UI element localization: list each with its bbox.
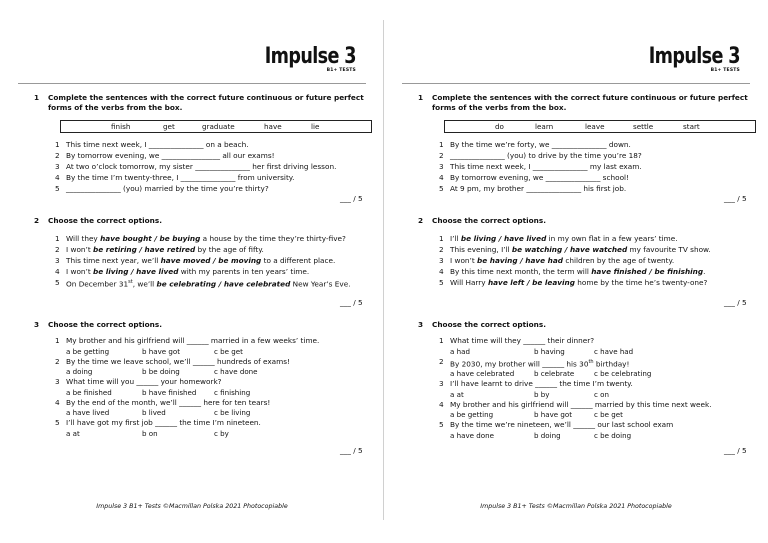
list-item: 1 What time will they ______ their dinner? bbox=[439, 336, 595, 345]
brand-subtitle: B1+ TESTS bbox=[710, 68, 740, 73]
word-box: finish get graduate have lie bbox=[60, 120, 372, 133]
list-item: 4 By the end of the month, we’ll ______ here for ten tears! bbox=[55, 397, 271, 407]
list-item: 4 By tomorrow evening, we _______________ school! bbox=[439, 173, 629, 182]
score: ___ / 5 bbox=[724, 446, 747, 455]
list-item: 5 _______________ (you) married by the time you’re thirty? bbox=[55, 184, 269, 193]
exercise-3-items bbox=[55, 336, 371, 439]
brand-title: Impulse 3 bbox=[648, 44, 740, 69]
brand-title: Impulse 3 bbox=[264, 44, 356, 69]
list-item: 3 This time next year, we’ll have moved / be moving to a different place. bbox=[55, 256, 336, 265]
exercise-1-instruction: 1 Complete the sentences with the correct future continuous or future perfect forms of the verbs from the box. bbox=[34, 93, 364, 112]
list-item: 4 By this time next month, the term will have finished / be finishing. bbox=[439, 267, 706, 276]
options-row: a had b having c have had bbox=[450, 346, 634, 356]
list-item: 4 I won’t be living / have lived with my parents in ten years’ time. bbox=[55, 267, 310, 276]
list-item: 3 I’ll have learnt to drive ______ the time I’m twenty. bbox=[439, 379, 633, 389]
exercise-1-items bbox=[439, 139, 755, 194]
options-row: a be getting b have got c be get bbox=[66, 346, 243, 356]
list-item: 2 By tomorrow evening, we ________________ all our exams! bbox=[55, 151, 275, 160]
list-item: 2 By the time we leave school, we’ll ______ hundreds of exams! bbox=[55, 356, 290, 366]
exercise-3-instruction: 3 Choose the correct options. bbox=[418, 320, 546, 329]
list-item: 5 By the time we’re nineteen, we’ll ______ our last school exam bbox=[439, 420, 674, 430]
header-rule bbox=[402, 83, 750, 84]
brand-subtitle: B1+ TESTS bbox=[326, 68, 356, 73]
score: ___ / 5 bbox=[340, 298, 363, 307]
exercise-2-instruction: 2 Choose the correct options. bbox=[34, 216, 162, 225]
list-item: 5 Will Harry have left / be leaving home by the time he’s twenty-one? bbox=[439, 278, 708, 287]
list-item: 1 This time next week, I _______________ on a beach. bbox=[55, 140, 249, 149]
word-box: do learn leave settle start bbox=[444, 120, 756, 133]
score: ___ / 5 bbox=[340, 446, 363, 455]
options-row: a be finished b have finished c finishing bbox=[66, 387, 251, 397]
options-row: a at b on c by bbox=[66, 428, 229, 438]
list-item: 3 What time will you ______ your homework? bbox=[55, 377, 222, 386]
list-item: 5 On December 31st, we’ll be celebrating / have celebrated New Year’s Eve. bbox=[55, 278, 351, 289]
list-item: 3 This time next week, I _______________ my last exam. bbox=[439, 162, 642, 171]
list-item: 5 I’ll have got my first job ______ the time I’m nineteen. bbox=[55, 418, 261, 427]
right-page bbox=[384, 0, 768, 543]
exercise-3-instruction: 3 Choose the correct options. bbox=[34, 320, 162, 329]
footer: Impulse 3 B1+ Tests ©Macmillan Polska 2021 Photocopiable bbox=[96, 503, 288, 510]
brand-header bbox=[242, 46, 356, 74]
list-item: 5 At 9 pm, my brother _______________ his first job. bbox=[439, 184, 627, 193]
list-item: 4 By the time I’m twenty-three, I _______________ from university. bbox=[55, 173, 295, 182]
options-row: a doing b be doing c have done bbox=[66, 367, 258, 376]
options-row: a have lived b lived c be living bbox=[66, 408, 251, 417]
list-item: 1 By the time we’re forty, we _______________ down. bbox=[439, 140, 631, 149]
exercise-2-items bbox=[55, 233, 371, 289]
list-item: 3 I won’t be having / have had children by the age of twenty. bbox=[439, 256, 675, 265]
options-row: a be getting b have got c be get bbox=[450, 410, 623, 420]
exercise-1-items bbox=[55, 139, 371, 194]
options-row: a have done b doing c be doing bbox=[450, 430, 632, 440]
list-item: 1 Will they have bought / be buying a house by the time they’re thirty-five? bbox=[55, 234, 346, 243]
score: ___ / 5 bbox=[724, 194, 747, 203]
exercise-2-instruction: 2 Choose the correct options. bbox=[418, 216, 546, 225]
exercise-3-items bbox=[439, 336, 755, 441]
list-item: 1 I’ll be living / have lived in my own flat in a few years’ time. bbox=[439, 234, 678, 243]
exercise-1-instruction: 1 Complete the sentences with the correct future continuous or future perfect forms of the verbs from the box. bbox=[418, 93, 748, 112]
list-item: 2 This evening, I’ll be watching / have watched my favourite TV show. bbox=[439, 245, 711, 254]
score: ___ / 5 bbox=[724, 298, 747, 307]
list-item: 3 At two o’clock tomorrow, my sister _______________ her first driving lesson. bbox=[55, 162, 337, 171]
footer: Impulse 3 B1+ Tests ©Macmillan Polska 2021 Photocopiable bbox=[480, 503, 672, 510]
header-rule bbox=[18, 83, 366, 84]
list-item: 4 My brother and his girlfriend will ______ married by this time next week. bbox=[439, 399, 712, 409]
list-item: 2 By 2030, my brother will ______ his 30th birthday! bbox=[439, 356, 630, 368]
list-item: 2 _______________ (you) to drive by the time you’re 18? bbox=[439, 151, 642, 160]
list-item: 1 My brother and his girlfriend will ______ married in a few weeks’ time. bbox=[55, 336, 320, 345]
score: ___ / 5 bbox=[340, 194, 363, 203]
options-row: a have celebrated b celebrate c be celebrating bbox=[450, 369, 652, 379]
brand-header bbox=[626, 46, 740, 74]
list-item: 2 I won’t be retiring / have retired by the age of fifty. bbox=[55, 245, 264, 254]
exercise-2-items bbox=[439, 233, 755, 288]
options-row: a at b by c on bbox=[450, 389, 609, 399]
